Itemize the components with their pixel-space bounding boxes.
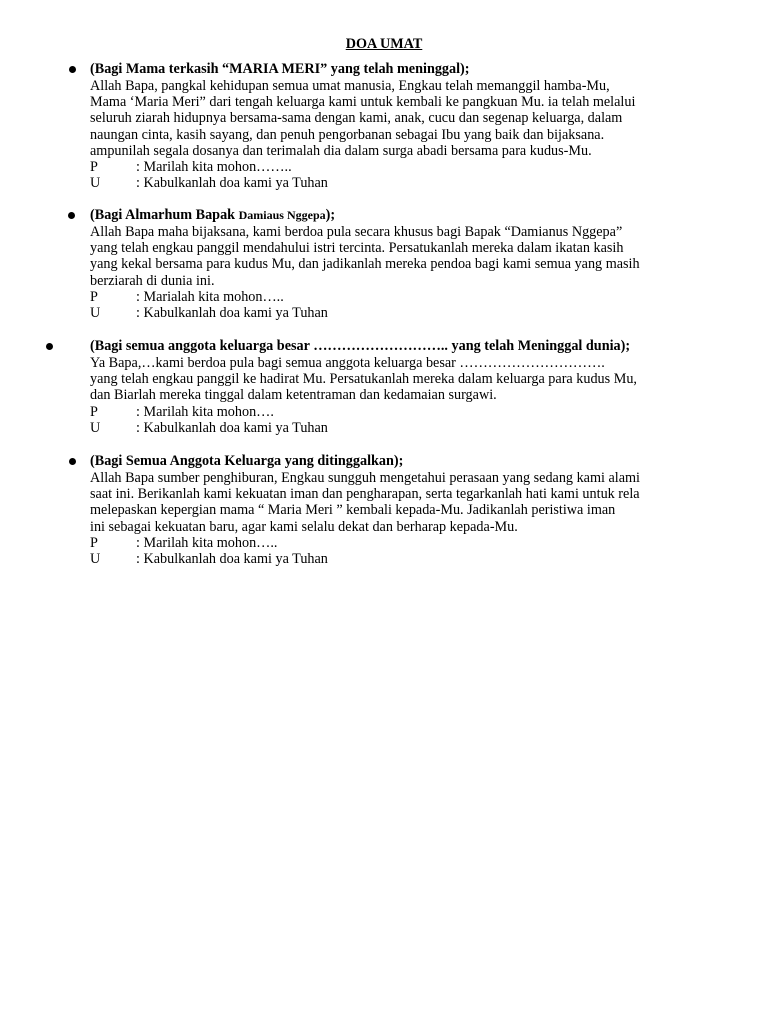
people-text: : Kabulkanlah doa kami ya Tuhan	[136, 419, 328, 436]
people-label: U	[90, 305, 101, 322]
body-line: Mama ‘Maria Meri” dari tengah keluarga kami untuk kembali ke pangkuan Mu. ia telah melalui	[90, 94, 636, 111]
bullet-icon	[46, 343, 53, 350]
section-body	[90, 224, 740, 321]
people-label: U	[90, 551, 101, 568]
section-heading: (Bagi semua anggota keluarga besar ……………………….. yang telah Meninggal dunia);	[90, 338, 631, 354]
people-label: U	[90, 419, 101, 436]
bullet-icon	[68, 212, 75, 219]
priest-text: : Marilah kita mohon….	[136, 403, 274, 420]
people-response	[90, 551, 740, 567]
priest-text: : Marialah kita mohon…..	[136, 288, 284, 305]
body-line: yang telah engkau panggil ke hadirat Mu. Persatukanlah mereka dalam keluarga para kudus Mu,	[90, 371, 637, 388]
section-heading-text: (Bagi Almarhum Bapak	[90, 207, 239, 223]
people-response	[90, 175, 740, 191]
section-body	[90, 470, 740, 567]
priest-response	[90, 535, 740, 551]
priest-text: : Marilah kita mohon…..	[136, 534, 278, 551]
body-line: ampunilah segala dosanya dan terimalah dia dalam surga abadi bersama para kudus-Mu.	[90, 142, 592, 159]
body-line: Allah Bapa sumber penghiburan, Engkau sungguh mengetahui perasaan yang sedang kami alami	[90, 470, 641, 486]
section-heading: (Bagi Mama terkasih “MARIA MERI” yang telah meninggal);	[90, 61, 470, 77]
body-line: Allah Bapa, pangkal kehidupan semua umat manusia, Engkau telah memanggil hamba-Mu,	[90, 78, 610, 94]
page-title: DOA UMAT	[345, 36, 423, 52]
body-line: dan Biarlah mereka tinggal dalam ketentraman dan kedamaian surgawi.	[90, 387, 497, 404]
people-text: : Kabulkanlah doa kami ya Tuhan	[136, 175, 328, 192]
people-response	[90, 420, 740, 436]
priest-text: : Marilah kita mohon……..	[136, 159, 292, 176]
section-body	[90, 78, 740, 191]
section-heading-name: Damiaus Nggepa	[238, 208, 326, 222]
priest-response	[90, 159, 740, 175]
bullet-icon	[69, 66, 76, 73]
body-line: yang kekal bersama para kudus Mu, dan jadikanlah mereka pendoa bagi kami semua yang masih	[90, 256, 640, 273]
priest-label: P	[90, 534, 98, 551]
section-body	[90, 355, 740, 436]
body-line: saat ini. Berikanlah kami kekuatan iman dan pengharapan, serta tegarkanlah hati kami untuk rela	[90, 486, 640, 503]
people-label: U	[90, 175, 101, 192]
priest-label: P	[90, 403, 98, 420]
people-text: : Kabulkanlah doa kami ya Tuhan	[136, 551, 328, 568]
body-line: berziarah di dunia ini.	[90, 272, 215, 289]
section-heading: (Bagi Semua Anggota Keluarga yang ditinggalkan);	[90, 453, 404, 469]
body-line: melepaskan kepergian mama “ Maria Meri ” kembali kepada-Mu. Jadikanlah peristiwa iman	[90, 502, 616, 519]
body-line: Ya Bapa,…kami berdoa pula bagi semua anggota keluarga besar ………………………….	[90, 355, 605, 371]
body-line: seluruh ziarah hidupnya bersama-sama dengan kami, anak, cucu dan segenap keluarga, dalam	[90, 110, 623, 127]
section-heading	[90, 207, 335, 223]
body-line: yang telah engkau panggil mendahului istri tercinta. Persatukanlah mereka dalam ikatan kasih	[90, 240, 624, 257]
body-line: naungan cinta, kasih sayang, dan penuh pengorbanan sebagai Ibu yang baik dan bijaksana.	[90, 126, 605, 143]
bullet-icon	[69, 458, 76, 465]
body-line: Allah Bapa maha bijaksana, kami berdoa pula secara khusus bagi Bapak “Damianus Nggepa”	[90, 224, 623, 240]
priest-label: P	[90, 288, 98, 305]
priest-response	[90, 289, 740, 305]
priest-label: P	[90, 159, 98, 176]
people-response	[90, 305, 740, 321]
people-text: : Kabulkanlah doa kami ya Tuhan	[136, 305, 328, 322]
section-heading-end: );	[325, 207, 336, 223]
body-line: ini sebagai kekuatan baru, agar kami selalu dekat dan berharap kepada-Mu.	[90, 518, 518, 535]
priest-response	[90, 404, 740, 420]
